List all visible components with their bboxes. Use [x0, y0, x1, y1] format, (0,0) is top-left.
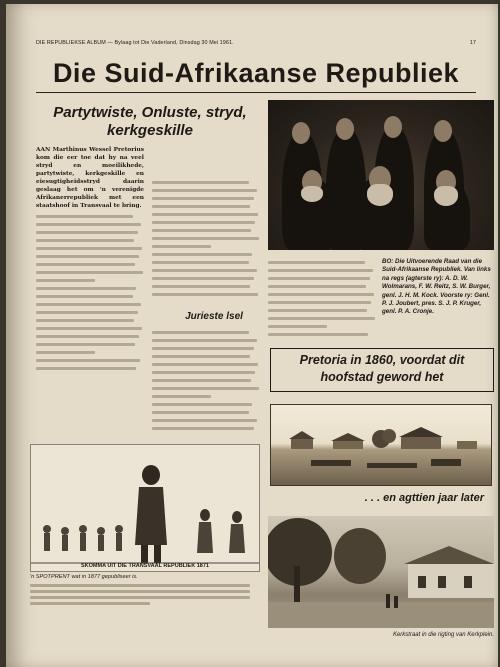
text-line-placeholder: [152, 427, 254, 430]
kerkstraat-photo: [268, 516, 494, 628]
text-line-placeholder: [268, 277, 370, 280]
text-line-placeholder: [152, 197, 254, 200]
text-line-placeholder: [152, 181, 249, 184]
article-column-3: [152, 326, 260, 436]
text-line-placeholder: [36, 255, 139, 258]
text-line-placeholder: [152, 363, 258, 366]
body-text-placeholder: [36, 215, 144, 370]
cartoon-caption-text: 'n SPOTPRENT wat in 1877 gepubliseer is.: [30, 574, 138, 580]
street-photo-caption: Kerkstraat in die rigting van Kerkplein.: [392, 632, 494, 638]
text-line-placeholder: [36, 247, 142, 250]
text-line-placeholder: [268, 333, 368, 336]
text-line-placeholder: [268, 317, 375, 320]
newspaper-page: [6, 4, 498, 667]
text-line-placeholder: [152, 229, 251, 232]
text-line-placeholder: [152, 347, 254, 350]
article-column-2: [152, 176, 260, 304]
text-line-placeholder: [152, 269, 257, 272]
text-line-placeholder: [152, 261, 249, 264]
page-title: Die Suid-Afrikaanse Republiek: [52, 58, 460, 88]
text-line-placeholder: [152, 205, 250, 208]
text-line-placeholder: [152, 339, 257, 342]
text-line-placeholder: [268, 285, 366, 288]
body-text-placeholder: [152, 331, 260, 430]
text-line-placeholder: [36, 231, 138, 234]
text-line-placeholder: [36, 311, 138, 314]
title-rule: [36, 92, 476, 93]
text-line-placeholder: [268, 325, 327, 328]
text-line-placeholder: [36, 287, 136, 290]
caption-line-placeholder: [30, 584, 250, 587]
text-line-placeholder: [36, 359, 140, 362]
text-line-placeholder: [36, 351, 95, 354]
text-line-placeholder: [268, 293, 374, 296]
text-line-placeholder: [268, 309, 367, 312]
executive-council-photo: [268, 100, 494, 250]
pretoria-heading: Pretoria in 1860, voordat dit hoofstad geword het: [270, 348, 494, 392]
text-line-placeholder: [36, 239, 134, 242]
text-line-placeholder: [36, 367, 136, 370]
text-line-placeholder: [36, 223, 141, 226]
satirical-cartoon: [30, 444, 260, 572]
article-subheading: Partytwiste, Onluste, stryd, kerkgeskille: [53, 104, 247, 139]
text-line-placeholder: [36, 335, 139, 338]
text-line-placeholder: [36, 295, 133, 298]
caption-line-placeholder: [30, 602, 150, 605]
text-line-placeholder: [268, 301, 371, 304]
later-caption: . . . en agttien jaar later: [364, 492, 484, 504]
caption-line-placeholder: [30, 590, 250, 593]
text-line-placeholder: [152, 285, 250, 288]
text-line-placeholder: [268, 261, 365, 264]
header-text: DIE REPUBLIEKSE ALBUM — Bylaag tot Die Vaderland, Dinsdag 30 Mei 1961.: [36, 40, 234, 46]
text-line-placeholder: [152, 293, 258, 296]
text-line-placeholder: [152, 395, 211, 398]
text-line-placeholder: [36, 271, 143, 274]
text-line-placeholder: [152, 213, 258, 216]
section-heading: Jurieste lsel: [185, 311, 243, 322]
text-line-placeholder: [152, 387, 259, 390]
text-line-placeholder: [152, 355, 250, 358]
text-line-placeholder: [152, 379, 251, 382]
text-line-placeholder: [152, 277, 254, 280]
text-line-placeholder: [152, 411, 249, 414]
text-line-placeholder: [36, 263, 135, 266]
text-line-placeholder: [152, 371, 255, 374]
text-line-placeholder: [36, 279, 95, 282]
text-line-placeholder: [268, 269, 373, 272]
text-line-placeholder: [152, 221, 255, 224]
text-line-placeholder: [152, 403, 252, 406]
text-line-placeholder: [36, 303, 141, 306]
text-line-placeholder: [36, 215, 133, 218]
council-photo-caption: BO: Die Uitvoerende Raad van die Suid-Afrikaanse Republiek. Van links na regs (agterste ry): A. D. W. Wolmarans, F. W. Reitz, S. W. Burger, genl. J. H. M. Kock. Voorste ry: Genl. P. J. Joubert, pres. S. J. P. Kruger, genl. P. A. Cronje.: [382, 258, 491, 316]
page-header: [36, 40, 476, 52]
pretoria-1860-engraving: [270, 404, 492, 486]
text-line-placeholder: [152, 419, 257, 422]
article-column-1: [36, 146, 144, 436]
text-line-placeholder: [36, 343, 135, 346]
text-line-placeholder: [152, 237, 259, 240]
article-column-4: [268, 256, 376, 338]
text-line-placeholder: [36, 327, 142, 330]
lead-paragraph: AAN Marthinus Wessel Pretorius kom die eer toe dat hy na veel stryd en moeilikhede, partytwiste, kerkgeskille en eiesugtigheidsstryd daarin geslaag het om 'n verenigde Afrikanerrepubliek met een staatshoof in Transvaal te bring.: [36, 147, 144, 209]
text-line-placeholder: [152, 189, 257, 192]
text-line-placeholder: [152, 245, 211, 248]
cartoon-caption: [30, 574, 262, 608]
caption-line-placeholder: [30, 596, 250, 599]
cartoon-title: SKOMMA UIT DIE TRANSVAAL REPUBLIEK 1871: [81, 563, 209, 569]
text-line-placeholder: [36, 319, 134, 322]
body-text-placeholder: [268, 261, 376, 336]
page-number: 17: [469, 40, 476, 46]
text-line-placeholder: [152, 331, 249, 334]
text-line-placeholder: [152, 253, 252, 256]
body-text-placeholder: [152, 181, 260, 296]
